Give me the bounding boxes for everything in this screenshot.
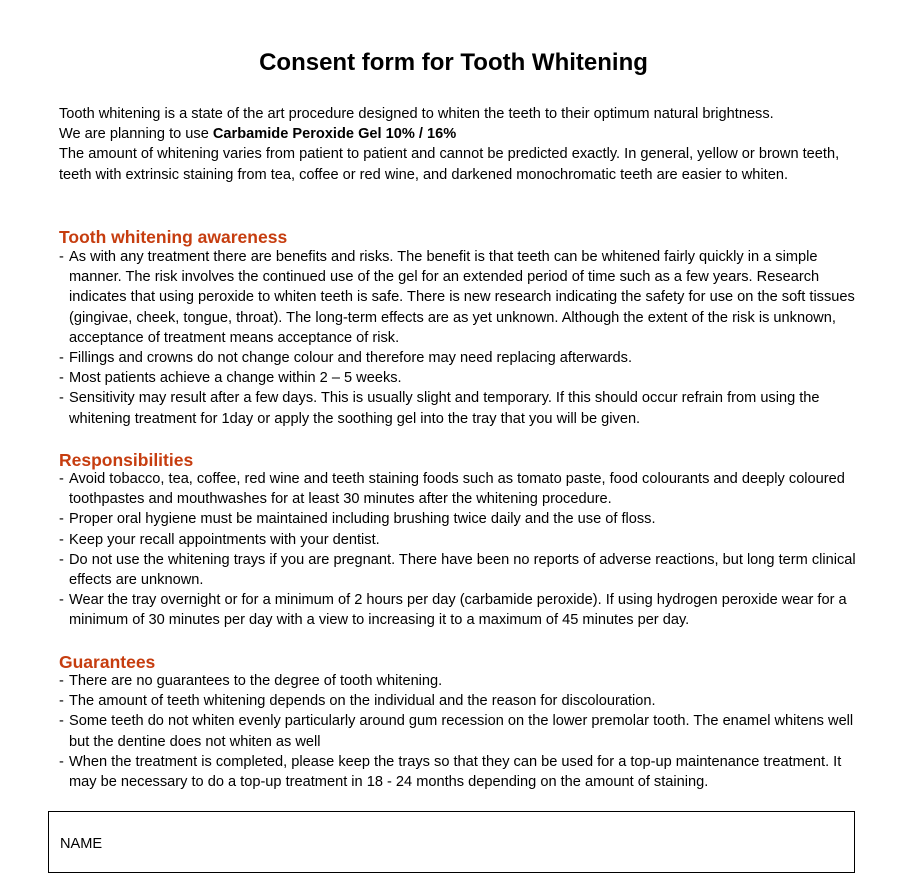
list-item-text: Sensitivity may result after a few days. This is usually slight and temporary. If this should occur refrain from using the whitening treatment for 1day or apply the soothing gel into the tray that you will be given. [69, 390, 820, 427]
list-item-text: Wear the tray overnight or for a minimum of 2 hours per day (carbamide peroxide). If using hydrogen peroxide wear for a minimum of 30 minutes per day with a view to increasing it to a maximum of 45 minutes per day. [69, 592, 847, 629]
list-item: - Avoid tobacco, tea, coffee, red wine and teeth staining foods such as tomato paste, food colourants and deeply coloured toothpastes and mouthwashes for at least 30 minutes after the whitening procedure. [59, 471, 845, 508]
list-item-text: When the treatment is completed, please keep the trays so that they can be used for a top-up maintenance treatment. It may be necessary to do a top-up treatment in 18 - 24 months depending on the amount of staining. [69, 753, 842, 791]
guarantees-list [59, 671, 859, 792]
list-item-text: Keep your recall appointments with your dentist. [69, 531, 380, 548]
signature-box[interactable] [48, 811, 855, 873]
product-name: Carbamide Peroxide Gel 10% / 16% [212, 126, 457, 143]
awareness-list [59, 247, 859, 429]
list-item: - Fillings and crowns do not change colour and therefore may need replacing afterwards. [59, 350, 632, 367]
intro-line-2-prefix: We are planning to use [59, 126, 213, 143]
list-item-text: The amount of teeth whitening depends on the individual and the reason for discolouration. [69, 693, 656, 710]
list-item: - The amount of teeth whitening depends on the individual and the reason for discolouration. [59, 693, 656, 710]
list-item-text: Do not use the whitening trays if you are pregnant. There have been no reports of adverse reactions, but long term clinical effects are unknown. [69, 551, 856, 589]
name-label: NAME [60, 836, 103, 852]
list-item: - Keep your recall appointments with your dentist. [59, 531, 380, 548]
list-item-text: Some teeth do not whiten evenly particularly around gum recession on the lower premolar tooth. The enamel whitens well but the dentine does not whiten as well [69, 713, 854, 750]
responsibilities-heading: Responsibilities [59, 450, 194, 470]
list-item: - Most patients achieve a change within 2 – 5 weeks. [59, 370, 402, 387]
responsibilities-list [59, 469, 859, 631]
list-item-text: As with any treatment there are benefits and risks. The benefit is that teeth can be whitened fairly quickly in a simple manner. The risk involves the continued use of the gel for an extended period of time such as a few years. Research indicates that using peroxide to whiten teeth is safe. There is new research indicating the safety for use on the soft tissues (gingivae, cheek, tongue, throat). The long-term effects are as yet unknown. Although the extent of the risk is unknown, acceptance of treatment means acceptance of risk. [69, 249, 855, 346]
list-item: - Proper oral hygiene must be maintained including brushing twice daily and the use of floss. [59, 511, 656, 528]
list-item-text: There are no guarantees to the degree of tooth whitening. [69, 673, 443, 689]
list-item-text: Proper oral hygiene must be maintained including brushing twice daily and the use of floss. [69, 511, 656, 528]
list-item: - Some teeth do not whiten evenly particularly around gum recession on the lower premolar tooth. The enamel whitens well but the dentine does not whiten as well [59, 713, 854, 750]
list-item-text: Most patients achieve a change within 2 – 5 weeks. [69, 370, 402, 387]
list-item: - Do not use the whitening trays if you are pregnant. There have been no reports of adverse reactions, but long term clinical effects are unknown. [59, 551, 856, 589]
list-item: - Sensitivity may result after a few days. This is usually slight and temporary. If this should occur refrain from using the whitening treatment for 1day or apply the soothing gel into the tray that you will be given. [59, 390, 820, 427]
guarantees-heading: Guarantees [59, 652, 156, 672]
list-item: - As with any treatment there are benefits and risks. The benefit is that teeth can be whitened fairly quickly in a simple manner. The risk involves the continued use of the gel for an extended period of time such as a few years. Research indicates that using peroxide to whiten teeth is safe. There is new research indicating the safety for use on the soft tissues (gingivae, cheek, tongue, throat). The long-term effects are as yet unknown. Although the extent of the risk is unknown, acceptance of treatment means acceptance of risk. [59, 249, 855, 346]
list-item: - There are no guarantees to the degree of tooth whitening. [59, 673, 443, 689]
intro-line-2 [59, 124, 859, 144]
list-item: - Wear the tray overnight or for a minimum of 2 hours per day (carbamide peroxide). If using hydrogen peroxide wear for a minimum of 30 minutes per day with a view to increasing it to a maximum of 45 minutes per day. [59, 592, 847, 629]
intro-paragraph [59, 104, 859, 185]
intro-line-3: The amount of whitening varies from patient to patient and cannot be predicted exactly. In general, yellow or brown teeth, teeth with extrinsic staining from tea, coffee or red wine, and darkened monochromatic teeth are easier to whiten. [59, 146, 840, 183]
intro-line-1: Tooth whitening is a state of the art procedure designed to whiten the teeth to their optimum natural brightness. [59, 106, 774, 122]
list-item: - When the treatment is completed, please keep the trays so that they can be used for a top-up maintenance treatment. It may be necessary to do a top-up treatment in 18 - 24 months depending on the amount of staining. [59, 753, 842, 791]
list-item-text: Avoid tobacco, tea, coffee, red wine and teeth staining foods such as tomato paste, food colourants and deeply coloured toothpastes and mouthwashes for at least 30 minutes after the whitening procedure. [69, 471, 845, 508]
page-title: Consent form for Tooth Whitening [259, 49, 648, 76]
awareness-heading: Tooth whitening awareness [59, 227, 288, 247]
list-item-text: Fillings and crowns do not change colour and therefore may need replacing afterwards. [69, 350, 632, 367]
